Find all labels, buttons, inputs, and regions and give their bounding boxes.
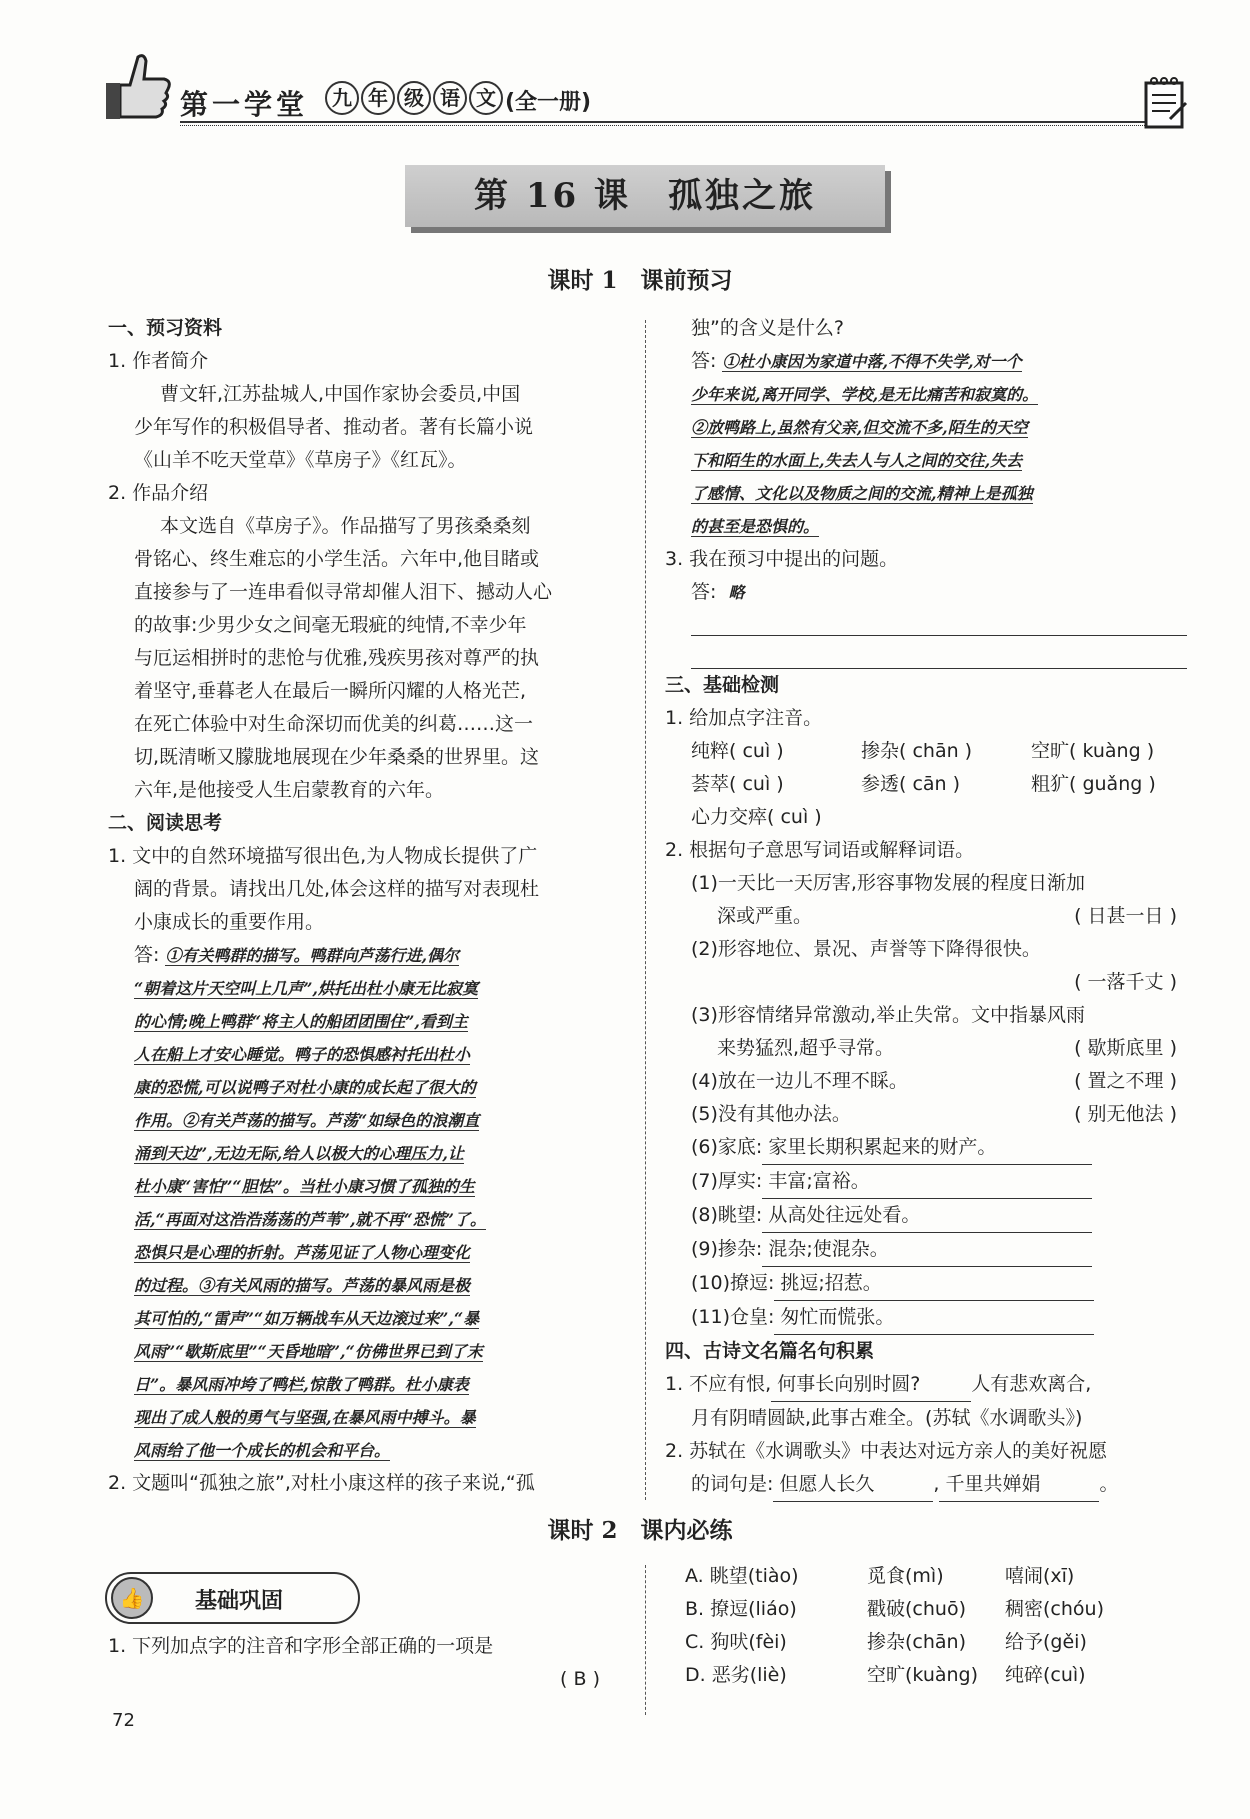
handwritten-answer: 略	[728, 583, 745, 602]
question-text: 1. 文中的自然环境描写很出色,为人物成长提供了广	[108, 845, 538, 867]
word-question: 深或严重。	[717, 905, 813, 927]
work-text: 切,既清晰又朦胧地展现在少年桑桑的世界里。这	[134, 746, 540, 768]
handwritten-answer: 风雨”“歇斯底里”“天昏地暗”,“仿佛世界已到了末	[134, 1342, 483, 1361]
right-column: 独”的含义是什么? 答: ①杜小康因为家道中落,不得不失学,对一个 少年来说,离开同学、学校,是无比痛苦和寂寞的。 ②放鸭路上,虽然有父亲,但交流不多,陌生的天空 下和陌生的水面上,失去人与人之间的交往,失去 了感情、文化以及物质之间的交流,精神上是孤独 的甚至是恐惧的。 3. 我在预习中提出的问题。 答: 略 三、基础检测 1. 给加点字注音。 纯粹( cuì ) 掺杂( chān ) 空旷( kuàng ) 荟萃( cuì ) 参透( cān ) 粗犷( guǎng ) 心力交瘁( cuì ) 2. 根据句子意思写词语或解释词语。 (1)一天比一天厉害,形容事物发展的程度日渐加 深或严重。 ( 日甚一日 ) (2)形容地位、景况、声誉等下降得很快。 ( 一落千丈 ) (3)形容情绪异常激动,举止失常。文中指暴风雨 来势猛烈,超乎寻常。 ( 歇斯底里 ) (4)放在一边儿不理不睬。 ( 置之不理 ) (5)没有其他办法。 ( 别无他法 ) (6)家底: 家里长期积累起来的财产。 (7)厚实: 丰富;富裕。 (8)眺望: 从高处往远处看。 (9)掺杂: 混杂;使混杂。 (10)撩逗: 挑逗;招惹。 (11)仓皇: 匆忙而慌张。 四、古诗文名篇名句积累 1. 不应有恨, 何事长向别时圆? 人有悲欢离合, 月有阴晴圆缺,此事古难全。(苏轼《水调歌头》) 2. 苏轼在《水调歌头》中表达对远方亲人的美好祝愿 的词句是: 但愿人长久 , 千里共婵娟 。	[665, 312, 1187, 1502]
handwritten-answer: 人在船上才安心睡觉。鸭子的恐惧感衬托出杜小	[134, 1045, 471, 1064]
word-question: (2)形容地位、景况、声誉等下降得很快。	[691, 938, 1041, 960]
word-question: (5)没有其他办法。	[691, 1103, 851, 1125]
definition-answer: 混杂;使混杂。	[762, 1233, 1092, 1267]
poem-answer: 何事长向别时圆?	[771, 1368, 971, 1402]
definition-answer: 匆忙而慌张。	[774, 1301, 1094, 1335]
definition-answer: 丰富;富裕。	[762, 1165, 1092, 1199]
lesson-title: 第 16 课 孤独之旅	[405, 165, 885, 227]
option-item: 给予(gěi)	[1005, 1631, 1087, 1653]
option-item: 觅食(mì)	[867, 1565, 944, 1587]
pinyin-item: 粗犷( guǎng )	[1031, 773, 1156, 795]
option-item: 嘻闹(xī)	[1005, 1565, 1075, 1587]
handwritten-answer: ①有关鸭群的描写。鸭群向芦荡行进,偶尔	[165, 946, 460, 965]
poem-text: 月有阴晴圆缺,此事古难全。(苏轼《水调歌头》)	[691, 1407, 1083, 1429]
badge-label: 基础巩固	[195, 1589, 284, 1614]
mc-options	[685, 1560, 1185, 1692]
poem-answer: 但愿人长久	[773, 1468, 933, 1502]
handwritten-answer: 其可怕的,“雷声”“如万辆战车从天边滚过来”,“暴	[134, 1309, 480, 1328]
question-label: 2. 作品介绍	[108, 482, 209, 504]
word-answer: ( 别无他法 )	[1074, 1103, 1177, 1125]
answer-line	[691, 636, 1187, 669]
work-text: 骨铭心、终生难忘的小学生活。六年中,他目睹或	[134, 548, 540, 570]
handwritten-answer: ②放鸭路上,虽然有父亲,但交流不多,陌生的天空	[691, 418, 1028, 437]
grade-label	[325, 81, 503, 115]
question-text: 1. 下列加点字的注音和字形全部正确的一项是	[108, 1635, 494, 1657]
page-number: 72	[112, 1710, 135, 1731]
handwritten-answer: 的心情;晚上鸭群“将主人的船团团围住”,看到主	[134, 1012, 468, 1031]
notepad-icon	[1140, 75, 1190, 130]
work-text: 的故事:少男少女之间毫无瑕疵的纯情,不幸少年	[134, 614, 527, 636]
work-text: 与厄运相拼时的悲怆与优雅,残疾男孩对尊严的执	[134, 647, 540, 669]
pinyin-item: 空旷( kuàng )	[1031, 740, 1155, 762]
definition-word: (7)厚实:	[691, 1170, 763, 1192]
grade-char: 文	[469, 81, 503, 115]
option-item: C. 狗吠(fèi)	[685, 1631, 787, 1653]
question-label: 1. 作者简介	[108, 350, 209, 372]
handwritten-answer: 日”。暴风雨冲垮了鸭栏,惊散了鸭群。杜小康表	[134, 1375, 469, 1394]
grade-char: 九	[325, 81, 359, 115]
definition-word: (9)掺杂:	[691, 1238, 763, 1260]
question-text: 独”的含义是什么?	[691, 317, 844, 339]
grade-char: 年	[361, 81, 395, 115]
header-rule	[180, 121, 1145, 126]
section-heading: 四、古诗文名篇名句积累	[665, 1340, 875, 1362]
handwritten-answer: ①杜小康因为家道中落,不得不失学,对一个	[722, 352, 1022, 371]
grade-char: 级	[397, 81, 431, 115]
word-question: (4)放在一边儿不理不睬。	[691, 1070, 908, 1092]
work-text: 直接参与了一连串看似寻常却催人泪下、撼动人心	[134, 581, 553, 603]
handwritten-answer: 少年来说,离开同学、学校,是无比痛苦和寂寞的。	[691, 385, 1039, 404]
handwritten-answer: 现出了成人般的勇气与坚强,在暴风雨中搏斗。暴	[134, 1408, 476, 1427]
definition-answer: 从高处往远处看。	[762, 1199, 1092, 1233]
thumbs-up-icon	[100, 45, 180, 125]
page-header	[100, 45, 1190, 135]
author-text: 少年写作的积极倡导者、推动者。著有长篇小说	[134, 416, 534, 438]
answer-label: 答:	[134, 944, 160, 966]
definition-word: (10)撩逗:	[691, 1272, 775, 1294]
pinyin-item: 参透( cān )	[861, 773, 961, 795]
task-label: 1. 给加点字注音。	[665, 707, 823, 729]
handwritten-answer: 康的恐慌,可以说鸭子对杜小康的成长起了很大的	[134, 1078, 476, 1097]
handwritten-answer: 下和陌生的水面上,失去人与人之间的交往,失去	[691, 451, 1023, 470]
mc-question	[108, 1630, 630, 1696]
mc-answer: ( B )	[560, 1668, 600, 1690]
option-item: 纯碎(cuì)	[1005, 1664, 1086, 1686]
author-text: 《山羊不吃天堂草》《草房子》《红瓦》。	[134, 449, 467, 471]
option-item: A. 眺望(tiào)	[685, 1565, 799, 1587]
option-item: 戳破(chuō)	[867, 1598, 966, 1620]
definition-answer: 家里长期积累起来的财产。	[762, 1131, 1092, 1165]
section-heading: 三、基础检测	[665, 674, 780, 696]
poem-text: 。	[1099, 1473, 1119, 1495]
task-label: 2. 根据句子意思写词语或解释词语。	[665, 839, 975, 861]
column-divider	[645, 320, 646, 1500]
word-question: (3)形容情绪异常激动,举止失常。文中指暴风雨	[691, 1004, 1085, 1026]
option-item: 掺杂(chān)	[867, 1631, 966, 1653]
period1-title: 课时 1 课前预习	[547, 267, 733, 294]
word-answer: ( 置之不理 )	[1074, 1070, 1177, 1092]
handwritten-answer: “朝着这片天空叫上几声”,烘托出杜小康无比寂寞	[134, 979, 478, 998]
poem-text: 1. 不应有恨,	[665, 1373, 772, 1395]
definition-word: (11)仓皇:	[691, 1306, 775, 1328]
word-answer: ( 歇斯底里 )	[1074, 1037, 1177, 1059]
word-question: (1)一天比一天厉害,形容事物发展的程度日渐加	[691, 872, 1085, 894]
handwritten-answer: 活,“再面对这浩浩荡荡的芦苇”,就不再“恐慌”了。	[134, 1210, 486, 1229]
pinyin-item: 心力交瘁( cuì )	[691, 806, 822, 828]
handwritten-answer: 涌到天边”,无边无际,给人以极大的心理压力,让	[134, 1144, 464, 1163]
question-text: 2. 文题叫“孤独之旅”,对杜小康这样的孩子来说,“孤	[108, 1472, 535, 1494]
question-text: 小康成长的重要作用。	[134, 911, 325, 933]
handwritten-answer: 恐惧只是心理的折射。芦荡见证了人物心理变化	[134, 1243, 471, 1262]
handwritten-answer: 风雨给了他一个成长的机会和平台。	[134, 1441, 391, 1460]
handwritten-answer: 的过程。③有关风雨的描写。芦荡的暴风雨是极	[134, 1276, 471, 1295]
question-text: 阔的背景。请找出几处,体会这样的描写对表现杜	[134, 878, 540, 900]
handwritten-answer: 了感情、文化以及物质之间的交流,精神上是孤独	[691, 484, 1033, 503]
option-item: 稠密(chóu)	[1005, 1598, 1104, 1620]
handwritten-answer: 杜小康“害怕”“胆怯”。当杜小康习惯了孤独的生	[134, 1177, 475, 1196]
period2-title: 课时 2 课内必练	[547, 1517, 733, 1544]
work-text: 在死亡体验中对生命深切而优美的纠葛……这一	[134, 713, 534, 735]
poem-answer: 千里共婵娟	[939, 1468, 1099, 1502]
option-item: 空旷(kuàng)	[867, 1664, 979, 1686]
section-badge	[105, 1572, 360, 1624]
pinyin-item: 纯粹( cuì )	[691, 740, 784, 762]
answer-line	[691, 603, 1187, 636]
volume-label: (全一册)	[505, 90, 592, 115]
work-text: 六年,是他接受人生启蒙教育的六年。	[134, 779, 445, 801]
handwritten-answer: 的甚至是恐惧的。	[691, 517, 820, 536]
poem-text: 人有悲欢离合,	[971, 1373, 1092, 1395]
word-answer: ( 日甚一日 )	[1074, 905, 1177, 927]
work-text: 本文选自《草房子》。作品描写了男孩桑桑刻	[160, 515, 531, 537]
brand-name: 第一学堂	[180, 88, 309, 121]
question-text: 3. 我在预习中提出的问题。	[665, 548, 899, 570]
section-heading: 二、阅读思考	[108, 812, 223, 834]
option-item: B. 撩逗(liáo)	[685, 1598, 797, 1620]
author-text: 曹文轩,江苏盐城人,中国作家协会委员,中国	[160, 383, 521, 405]
pinyin-item: 掺杂( chān )	[861, 740, 973, 762]
section-heading: 一、预习资料	[108, 317, 223, 339]
thumbs-up-icon: 👍	[111, 1577, 153, 1619]
poem-text: 的词句是:	[691, 1473, 774, 1495]
word-answer: ( 一落千丈 )	[1074, 971, 1177, 993]
answer-label: 答:	[691, 581, 717, 603]
grade-char: 语	[433, 81, 467, 115]
pinyin-item: 荟萃( cuì )	[691, 773, 784, 795]
definition-word: (6)家底:	[691, 1136, 763, 1158]
option-item: D. 恶劣(liè)	[685, 1664, 787, 1686]
handwritten-answer: 作用。②有关芦荡的描写。芦荡“如绿色的浪潮直	[134, 1111, 480, 1130]
definition-answer: 挑逗;招惹。	[774, 1267, 1094, 1301]
definition-word: (8)眺望:	[691, 1204, 763, 1226]
answer-label: 答:	[691, 350, 717, 372]
work-text: 着坚守,垂暮老人在最后一瞬所闪耀的人格光芒,	[134, 680, 527, 702]
column-divider	[645, 1565, 646, 1715]
left-column	[108, 312, 630, 1500]
word-question: 来势猛烈,超乎寻常。	[717, 1037, 895, 1059]
poem-text: 2. 苏轼在《水调歌头》中表达对远方亲人的美好祝愿	[665, 1440, 1108, 1462]
